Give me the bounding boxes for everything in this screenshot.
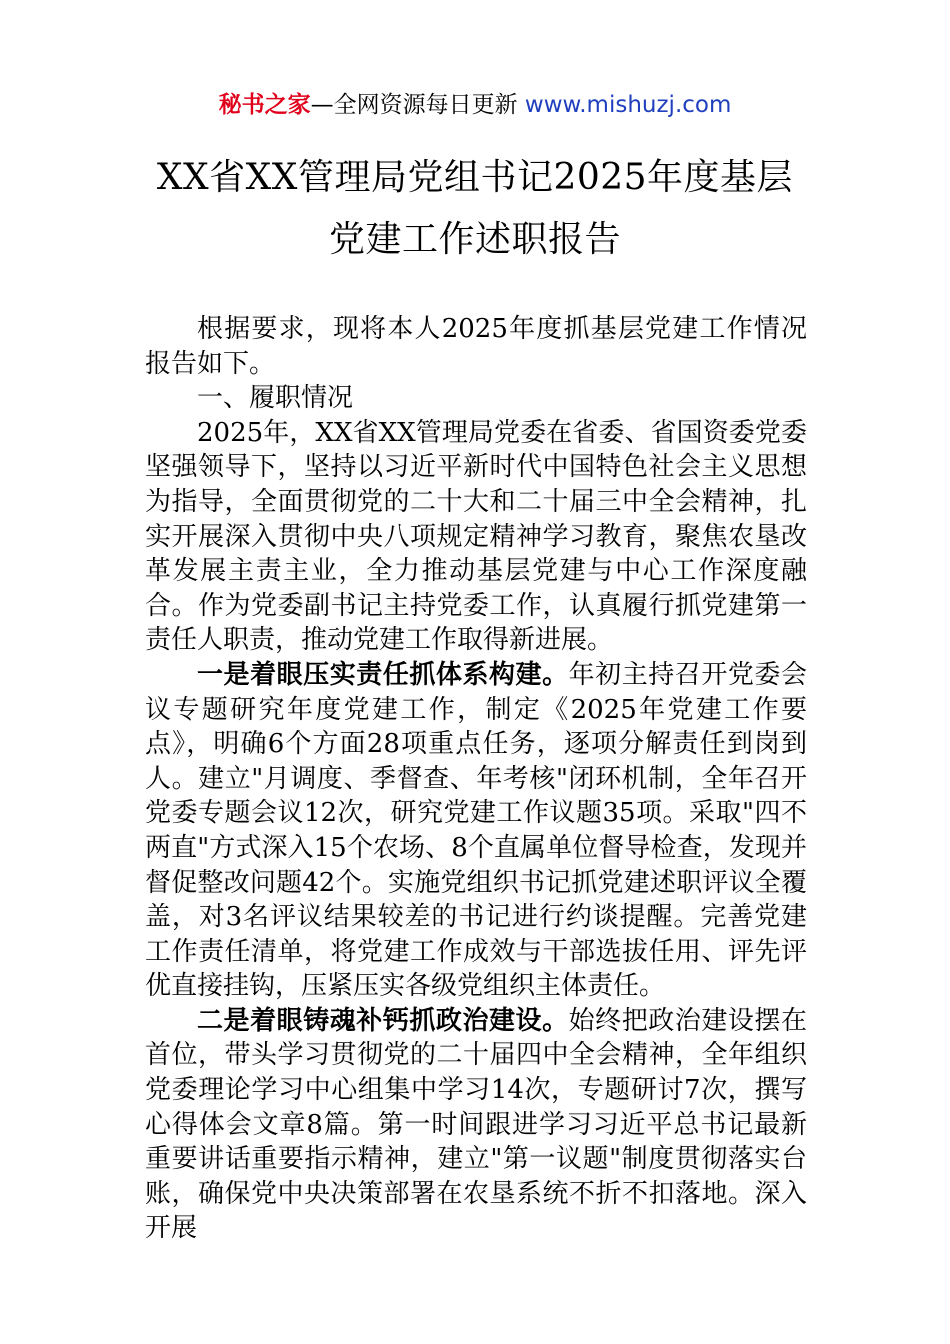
site-header [0,88,950,122]
section-heading-performance: 一、履职情况 [197,383,354,414]
intro-paragraph: 根据要求，现将本人2025年度抓基层党建工作情况报告如下。 [145,314,807,379]
political-building-paragraph [145,1004,807,1246]
document-title-line-2: 党建工作述职报告 [328,219,621,260]
responsibility-text: 年初主持召开党委会议专题研究年度党建工作，制定《2025年党建工作要点》，明确6个方面28项重点任务，逐项分解责任到岗到人。建立"月调度、季督查、年考核"闭环机制，全年召开党委专题会议12次，研究党建工作议题35项。采取"四不两直"方式深入15个农场、8个直属单位督导检查，发现并督促整改问题42个。实施党组织书记抓党建述职评议全覆盖，对3名评议结果较差的书记进行约谈提醒。完善党建工作责任清单，将党建工作成效与干部选拔任用、评先评优直接挂钩，压紧压实各级党组织主体责任。 [145,659,807,1002]
site-brand: 秘书之家 [218,92,311,118]
political-building-text: 始终把政治建设摆在首位，带头学习贯彻党的二十届四中全会精神，全年组织党委理论学习中心组集中学习14次，专题研讨7次，撰写心得体会文章8篇。第一时间跟进学习习近平总书记最新重要讲话重要指示精神，建立"第一议题"制度贯彻落实台账，确保党中央决策部署在农垦系统不折不扣落地。深入开展 [145,1005,807,1244]
overview-paragraph: 2025年，XX省XX管理局党委在省委、省国资委党委坚强领导下，坚持以习近平新时代中国特色社会主义思想为指导，全面贯彻党的二十大和二十届三中全会精神，扎实开展深入贯彻中央八项规定精神学习教育，聚焦农垦改革发展主责主业，全力推动基层党建与中心工作深度融合。作为党委副书记主持党委工作，认真履行抓党建第一责任人职责，推动党建工作取得新进展。 [145,417,807,656]
document-body [145,312,807,1246]
document-title [100,150,850,268]
responsibility-paragraph [145,658,807,1004]
responsibility-lead: 一是着眼压实责任抓体系构建。 [197,659,569,690]
site-url-link[interactable]: www.mishuzj.com [524,92,732,118]
site-tagline: —全网资源每日更新 [310,92,525,118]
document-title-line-1: XX省XX管理局党组书记2025年度基层 [156,157,794,198]
political-building-lead: 二是着眼铸魂补钙抓政治建设。 [197,1005,569,1036]
